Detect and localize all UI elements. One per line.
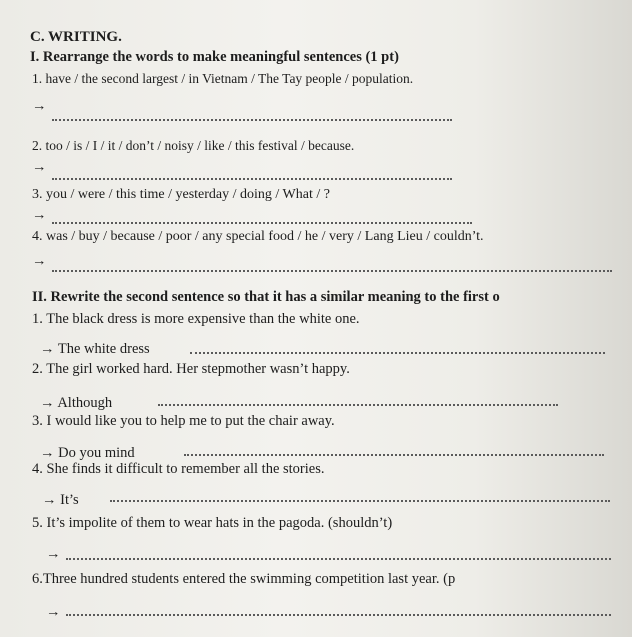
part1-answer-1-prompt: → xyxy=(32,98,47,114)
part2-answer-1-prompt: → The white dress xyxy=(40,341,150,357)
part2-item-6: 6.Three hundred students entered the swimming competition last year. (p xyxy=(32,571,456,587)
part2-answer-2-line[interactable] xyxy=(158,404,558,406)
part1-answer-4-line[interactable] xyxy=(52,270,612,272)
part2-answer-5-prompt: → xyxy=(46,546,61,562)
part1-answer-3-line[interactable] xyxy=(52,222,472,224)
part1-item-4: 4. was / buy / because / poor / any special food / he / very / Lang Lieu / couldn’t. xyxy=(32,229,484,244)
part1-answer-3-prompt: → xyxy=(32,207,47,223)
part2-item-3: 3. I would like you to help me to put the chair away. xyxy=(32,413,335,429)
part2-item-2: 2. The girl worked hard. Her stepmother wasn’t happy. xyxy=(32,361,350,377)
section-title: C. WRITING. xyxy=(30,29,122,45)
part1-answer-2-line[interactable] xyxy=(52,178,452,180)
part2-answer-4-prompt: → It’s xyxy=(42,492,79,508)
part2-answer-3-prompt: → Do you mind xyxy=(40,445,135,461)
part2-item-4: 4. She finds it difficult to remember all the stories. xyxy=(32,461,325,477)
part2-answer-6-line[interactable] xyxy=(66,614,611,616)
part1-answer-4-prompt: → xyxy=(32,253,47,269)
part1-item-2: 2. too / is / I / it / don’t / noisy / like / this festival / because. xyxy=(32,138,355,153)
part2-answer-1-line[interactable] xyxy=(190,352,605,354)
part1-answer-1-line[interactable] xyxy=(52,119,452,121)
part2-answer-4-line[interactable] xyxy=(110,500,610,502)
part1-answer-2-prompt: → xyxy=(32,159,47,175)
part1-heading: I. Rearrange the words to make meaningful sentences (1 pt) xyxy=(30,49,399,65)
part1-item-1: 1. have / the second largest / in Vietnam / The Tay people / population. xyxy=(32,71,414,86)
part2-answer-2-prompt: → Although xyxy=(40,395,113,411)
part2-heading: II. Rewrite the second sentence so that it has a similar meaning to the first o xyxy=(32,289,500,305)
part2-item-5: 5. It’s impolite of them to wear hats in the pagoda. (shouldn’t) xyxy=(32,515,393,531)
part2-item-1: 1. The black dress is more expensive than the white one. xyxy=(32,311,360,327)
part2-answer-6-prompt: → xyxy=(46,604,61,620)
part2-answer-5-line[interactable] xyxy=(66,558,611,560)
part2-answer-3-line[interactable] xyxy=(184,454,604,456)
part1-item-3: 3. you / were / this time / yesterday / doing / What / ? xyxy=(32,187,330,202)
